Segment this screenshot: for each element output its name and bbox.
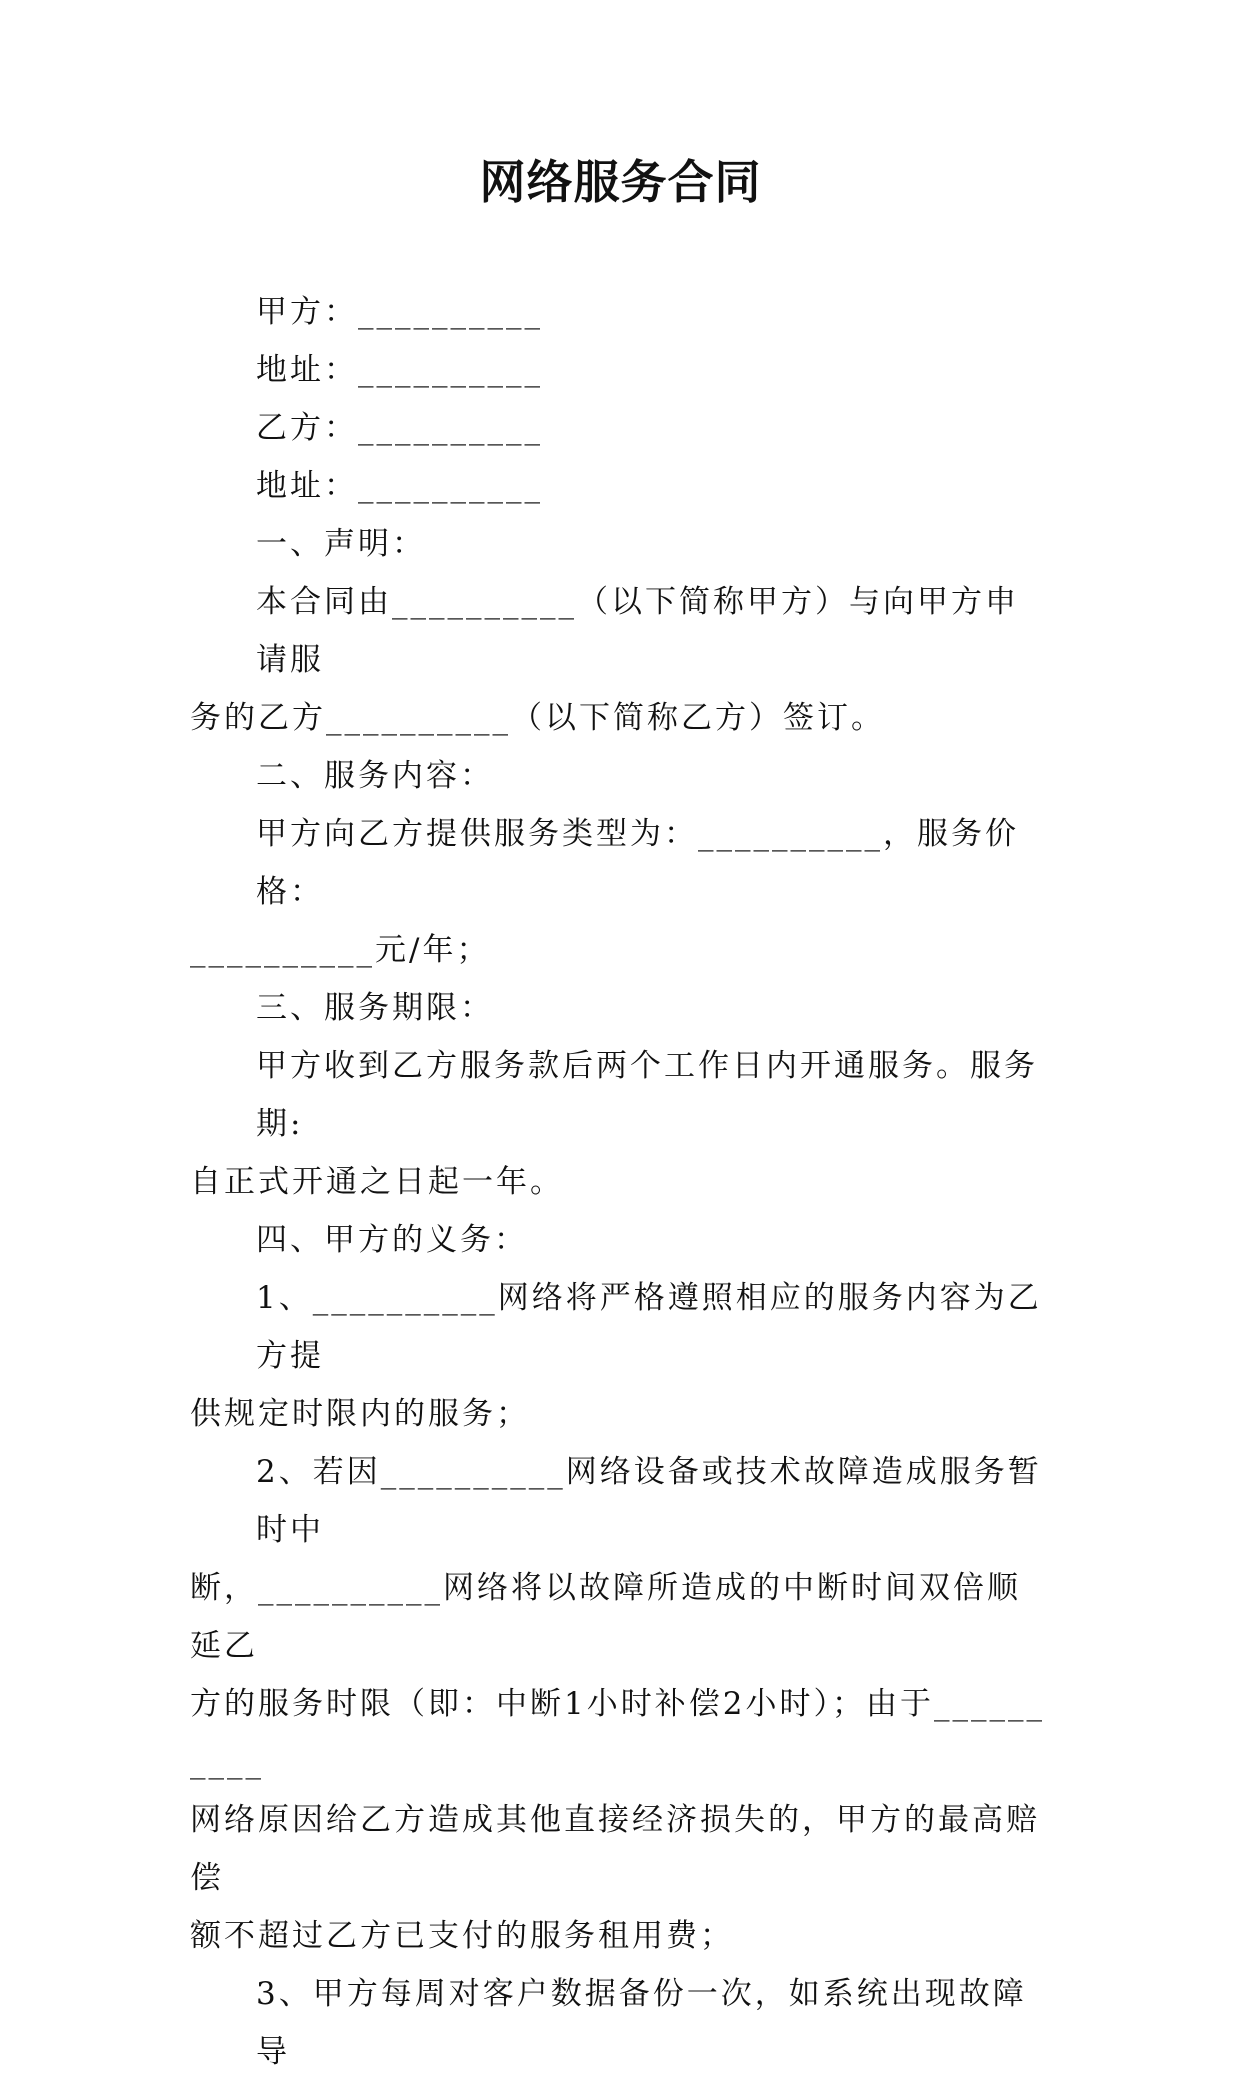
party-b-address-line: 地址：__________ — [256, 468, 543, 504]
declaration-text-line: 务的乙方__________（以下简称乙方）签订。 — [190, 700, 885, 736]
obligation-item-line: 1、__________网络将严格遵照相应的服务内容为乙方提 — [256, 1280, 1042, 1374]
obligation-item-line: 额不超过乙方已支付的服务租用费； — [190, 1918, 734, 1954]
section-heading-service-term: 三、服务期限： — [256, 990, 494, 1026]
section-heading-service-content: 二、服务内容： — [256, 758, 494, 794]
service-content-line: 甲方向乙方提供服务类型为：__________，服务价格： — [256, 816, 1019, 910]
document-body — [190, 283, 1048, 2081]
service-content-line: __________元/年； — [190, 932, 491, 968]
party-a-line: 甲方：__________ — [256, 294, 543, 330]
obligation-item-line: 网络原因给乙方造成其他直接经济损失的，甲方的最高赔偿 — [190, 1802, 1040, 1896]
service-term-line: 自正式开通之日起一年。 — [190, 1164, 564, 1200]
obligation-item-line: 方的服务时限（即：中断1小时补偿2小时）；由于__________ — [190, 1686, 1045, 1780]
obligation-item-line: 3、甲方每周对客户数据备份一次，如系统出现故障导 — [256, 1976, 1027, 2070]
section-heading-party-a-obligations: 四、甲方的义务： — [256, 1222, 528, 1258]
obligation-item-line: 供规定时限内的服务； — [190, 1396, 530, 1432]
service-term-line: 甲方收到乙方服务款后两个工作日内开通服务。服务期: — [256, 1048, 1038, 1142]
party-a-address-line: 地址：__________ — [256, 352, 543, 388]
section-heading-declaration: 一、声明： — [256, 526, 426, 562]
declaration-text-line: 本合同由__________（以下简称甲方）与向甲方申请服 — [256, 584, 1019, 678]
obligation-item-line: 断，__________网络将以故障所造成的中断时间双倍顺延乙 — [190, 1570, 1021, 1664]
party-b-line: 乙方：__________ — [256, 410, 543, 446]
document-title: 网络服务合同 — [479, 155, 762, 209]
obligation-item-line: 2、若因__________网络设备或技术故障造成服务暂时中 — [256, 1454, 1042, 1548]
